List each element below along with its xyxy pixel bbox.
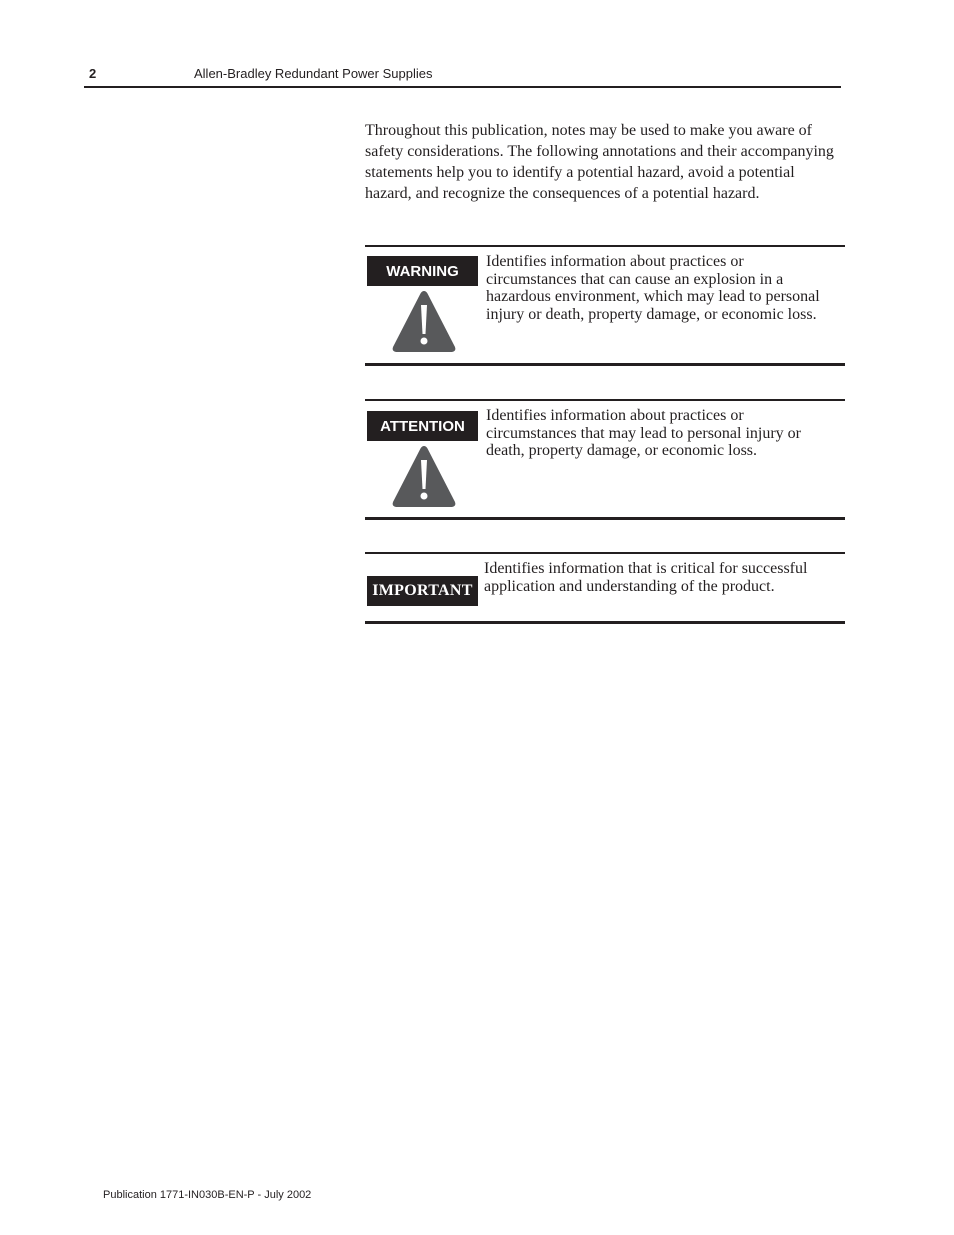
attention-label: ATTENTION bbox=[380, 417, 465, 435]
warning-label-box bbox=[367, 256, 478, 286]
attention-notice bbox=[365, 399, 845, 520]
warning-text: Identifies information about practices or circumstances that can cause an explosion in a hazardous environment, which may lead to personal injury or death, property damage, or economic loss. bbox=[486, 253, 820, 323]
exclamation-triangle-icon bbox=[391, 289, 457, 355]
important-label: IMPORTANT bbox=[372, 582, 473, 599]
attention-label-box bbox=[367, 411, 478, 441]
intro-paragraph: Throughout this publication, notes may be used to make you aware of safety considerations. The following annotations and their accompanying statements help you to identify a potential hazard, avoid a potential hazard, and recognize the consequences of a potential hazard. bbox=[365, 122, 834, 202]
warning-notice bbox=[365, 245, 845, 366]
warning-label: WARNING bbox=[386, 262, 459, 280]
attention-text: Identifies information about practices or circumstances that may lead to personal injury or death, property damage, or economic loss. bbox=[486, 407, 802, 459]
important-label-box bbox=[367, 576, 478, 606]
running-title: Allen-Bradley Redundant Power Supplies bbox=[194, 66, 433, 81]
publication-footer: Publication 1771-IN030B-EN-P - July 2002 bbox=[103, 1189, 312, 1201]
exclamation-triangle-icon bbox=[391, 444, 457, 510]
page-number: 2 bbox=[89, 66, 97, 81]
important-text: Identifies information that is critical for successful application and understanding of the product. bbox=[484, 560, 808, 595]
important-notice bbox=[365, 552, 845, 624]
page-header bbox=[84, 64, 841, 88]
